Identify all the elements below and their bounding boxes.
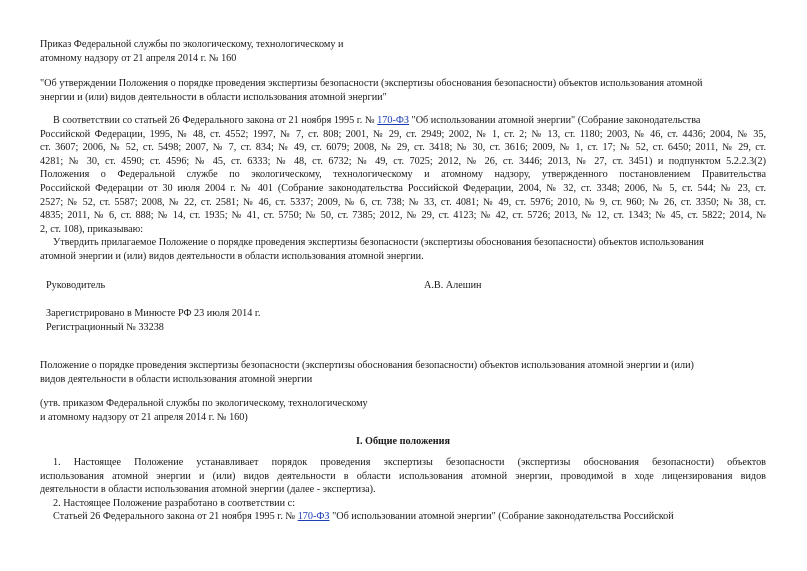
- header-line: Приказ Федеральной службы по экологическому, технологическому и: [40, 39, 344, 50]
- registration-line: Регистрационный № 33238: [46, 321, 164, 333]
- preamble-text: "Об использовании атомной энергии" (Собрание законодательства: [408, 115, 701, 126]
- preamble-line: Положения о Федеральной службе по экологическому, технологическому и атомному надзору, утвержденного постановлением Правительства: [40, 169, 766, 181]
- paragraph-3-text: "Об использовании атомной энергии" (Собрание законодательства Российской: [329, 511, 674, 523]
- preamble-line: Российской Федерации, 1995, № 48, ст. 4552; 1997, № 7, ст. 808; 2001, № 29, ст. 2949; 2002, № 1, ст. 2; № 13, ст. 1180; 2003, № 46, ст. 4436; 2004, № 35,: [40, 128, 766, 140]
- paragraph-3-text: Статьей 26 Федерального закона от 21 ноября 1995 г. №: [53, 511, 298, 523]
- section-body: [40, 456, 766, 524]
- annex-title: [40, 359, 694, 386]
- law-link[interactable]: 170-ФЗ: [377, 115, 409, 126]
- preamble-text: В соответствии со статьей 26 Федерального закона от 21 ноября 1995 г. №: [53, 115, 378, 126]
- registration-line: Зарегистрировано в Минюсте РФ 23 июля 2014 г.: [46, 308, 261, 319]
- section-title: I. Общие положения: [355, 436, 451, 447]
- registration-info: [46, 307, 260, 334]
- preamble-paragraph: [40, 114, 766, 264]
- order-header: [40, 38, 343, 65]
- order-line: атомной энергии и (или) видов деятельности в области использования атомной энергии.: [40, 250, 424, 262]
- order-title: [40, 77, 703, 104]
- law-link[interactable]: 170-ФЗ: [297, 511, 330, 523]
- preamble-line: ст. 3607; 2006, № 52, ст. 5498; 2007, № 7, ст. 834; № 49, ст. 6079; 2008, № 29, ст. 3418; № 30, ст. 3616; 2009, № 1, ст. 17; № 52, ст. 6450; 2011, № 29, ст.: [40, 142, 766, 154]
- annex-title-line: видов деятельности в области использования атомной энергии: [40, 373, 313, 385]
- order-line: Утвердить прилагаемое Положение о порядке проведения экспертизы безопасности (экспертизы обоснования безопасности) объектов использования: [53, 237, 704, 249]
- preamble-line: 4281; № 30, ст. 4590; ст. 4596; № 45, ст. 6333; № 48, ст. 6732; № 49, ст. 7025; 2012, № 26, ст. 3446; 2013, № 27, ст. 3451) и подпунктом 5.2.2.3(2): [40, 155, 766, 167]
- preamble-line: 2527; № 52, ст. 5587; 2008, № 22, ст. 2581; № 46, ст. 5337; 2009, № 6, ст. 738; № 33, ст. 4081; № 49, ст. 5976; 2010, № 9, ст. 960; № 26, ст. 3350; № 38, ст.: [40, 196, 766, 208]
- paragraph-1-line: 1. Настоящее Положение устанавливает порядок проведения экспертизы безопасности (экспертизы обоснования безопасности) объектов: [53, 457, 766, 468]
- preamble-line: 4835; 2011, № 6, ст. 888; № 14, ст. 1935; № 41, ст. 5750; № 50, ст. 7385; 2012, № 29, ст. 4123; № 42, ст. 5726; 2013, № 12, ст. 1343; № 45, ст. 5822; 2014, №: [40, 210, 766, 222]
- approval-note: [40, 397, 368, 424]
- preamble-line: 2, ст. 108), приказываю:: [40, 223, 144, 235]
- approval-line: (утв. приказом Федеральной службы по экологическому, технологическому: [40, 398, 368, 409]
- approval-line: и атомному надзору от 21 апреля 2014 г. № 160): [40, 411, 248, 423]
- signature-role: Руководитель: [46, 280, 106, 291]
- annex-title-line: Положение о порядке проведения экспертизы безопасности (экспертизы обоснования безопасности) объектов использования атомной энергии и (или): [40, 360, 694, 371]
- title-line: "Об утверждении Положения о порядке проведения экспертизы безопасности (экспертизы обоснования безопасности) объектов использования атомной: [40, 78, 703, 89]
- header-line: атомному надзору от 21 апреля 2014 г. № 160: [40, 52, 237, 64]
- signature-name: А.В. Алешин: [424, 280, 482, 291]
- paragraph-1-line: использования атомной энергии и (или) видов деятельности в области использования атомной энергии, проводимой в ходе лицензирования видов: [40, 470, 766, 482]
- title-line: энергии и (или) видов деятельности в области использования атомной энергии": [40, 91, 387, 103]
- preamble-line: Российской Федерации от 30 июля 2004 г. № 401 (Собрание законодательства Российской Федерации, 2004, № 32, ст. 3348; 2006, № 5, ст. 544; № 23, ст.: [40, 182, 766, 194]
- preamble-first-line: [40, 114, 766, 128]
- paragraph-1-line: деятельности в области использования атомной энергии (далее - экспертиза).: [40, 484, 376, 496]
- paragraph-3-line: [40, 510, 766, 524]
- paragraph-2: 2. Настоящее Положение разработано в соответствии с:: [53, 497, 295, 509]
